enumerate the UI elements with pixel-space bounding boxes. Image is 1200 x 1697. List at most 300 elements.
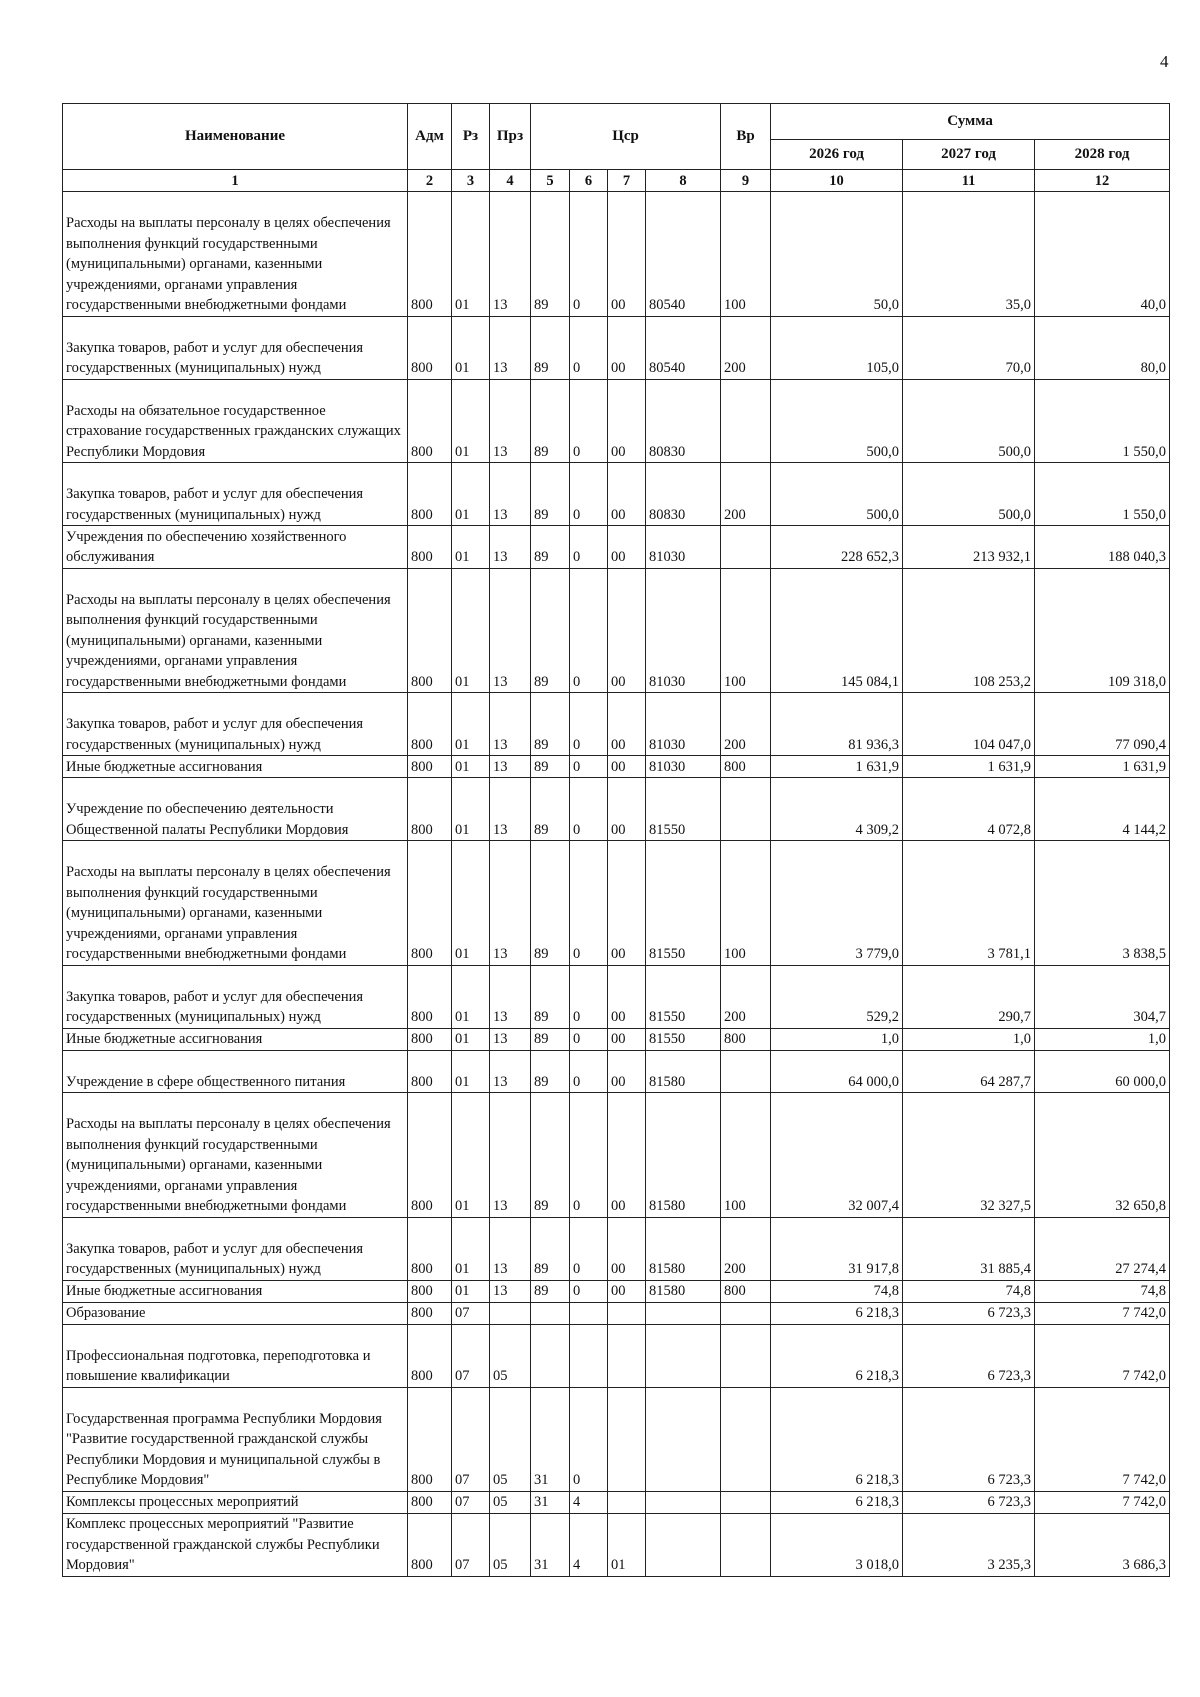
table-row	[63, 693, 1170, 756]
amount-2026: 228 652,3	[771, 526, 903, 569]
csr-part: 89	[531, 192, 570, 317]
vr-code: 200	[721, 463, 771, 526]
row-name: Учреждения по обеспечению хозяйственного обслуживания	[63, 526, 408, 569]
csr-part: 89	[531, 316, 570, 379]
table-row	[63, 1387, 1170, 1491]
rz-code: 07	[452, 1513, 490, 1576]
amount-2027: 6 723,3	[903, 1324, 1035, 1387]
adm-code: 800	[408, 778, 452, 841]
row-name: Закупка товаров, работ и услуг для обеспечения государственных (муниципальных) нужд	[63, 693, 408, 756]
prz-code: 05	[490, 1387, 531, 1491]
adm-code: 800	[408, 379, 452, 463]
csr-part: 0	[570, 1387, 608, 1491]
rz-code: 01	[452, 693, 490, 756]
amount-2028: 60 000,0	[1035, 1050, 1170, 1093]
row-name: Комплекс процессных мероприятий "Развитие государственной гражданской службы Республики Мордовия"	[63, 1513, 408, 1576]
adm-code: 800	[408, 316, 452, 379]
csr-part	[608, 1491, 646, 1513]
amount-2028: 188 040,3	[1035, 526, 1170, 569]
rz-code: 01	[452, 192, 490, 317]
amount-2027: 500,0	[903, 463, 1035, 526]
prz-code: 05	[490, 1491, 531, 1513]
csr-part: 0	[570, 463, 608, 526]
column-index-row	[63, 170, 1170, 192]
csr-part: 31	[531, 1491, 570, 1513]
amount-2028: 1 631,9	[1035, 756, 1170, 778]
csr-part: 00	[608, 1217, 646, 1280]
csr-part	[646, 1491, 721, 1513]
page-number: 4	[1160, 52, 1169, 71]
adm-code: 800	[408, 1028, 452, 1050]
amount-2026: 500,0	[771, 463, 903, 526]
csr-part: 0	[570, 1217, 608, 1280]
csr-part: 00	[608, 316, 646, 379]
csr-part: 89	[531, 526, 570, 569]
column-index: 3	[452, 170, 490, 192]
amount-2027: 108 253,2	[903, 568, 1035, 693]
prz-code: 13	[490, 1028, 531, 1050]
table-row	[63, 1280, 1170, 1302]
amount-2027: 31 885,4	[903, 1217, 1035, 1280]
amount-2026: 3 779,0	[771, 841, 903, 966]
rz-code: 07	[452, 1387, 490, 1491]
vr-code	[721, 379, 771, 463]
csr-part	[531, 1302, 570, 1324]
column-index: 9	[721, 170, 771, 192]
amount-2028: 32 650,8	[1035, 1093, 1170, 1218]
prz-code: 13	[490, 1280, 531, 1302]
adm-code: 800	[408, 1217, 452, 1280]
csr-part: 89	[531, 778, 570, 841]
adm-code: 800	[408, 693, 452, 756]
csr-part: 80540	[646, 316, 721, 379]
amount-2028: 7 742,0	[1035, 1324, 1170, 1387]
amount-2026: 1,0	[771, 1028, 903, 1050]
csr-part: 89	[531, 1217, 570, 1280]
column-index: 5	[531, 170, 570, 192]
column-index: 12	[1035, 170, 1170, 192]
csr-part: 81580	[646, 1280, 721, 1302]
csr-part: 0	[570, 778, 608, 841]
rz-code: 01	[452, 379, 490, 463]
csr-part: 0	[570, 693, 608, 756]
csr-part: 89	[531, 1280, 570, 1302]
table-row	[63, 1324, 1170, 1387]
prz-code: 13	[490, 568, 531, 693]
csr-part: 0	[570, 316, 608, 379]
rz-code: 07	[452, 1302, 490, 1324]
table-row	[63, 463, 1170, 526]
rz-code: 01	[452, 1028, 490, 1050]
adm-code: 800	[408, 841, 452, 966]
table-row	[63, 379, 1170, 463]
csr-part: 81550	[646, 778, 721, 841]
row-name: Профессиональная подготовка, переподготовка и повышение квалификации	[63, 1324, 408, 1387]
prz-code: 13	[490, 192, 531, 317]
column-index: 6	[570, 170, 608, 192]
csr-part: 89	[531, 756, 570, 778]
rz-code: 01	[452, 463, 490, 526]
prz-code: 13	[490, 526, 531, 569]
row-name: Образование	[63, 1302, 408, 1324]
row-name: Закупка товаров, работ и услуг для обеспечения государственных (муниципальных) нужд	[63, 1217, 408, 1280]
header-rz: Рз	[452, 104, 490, 170]
header-vr: Вр	[721, 104, 771, 170]
csr-part: 89	[531, 1028, 570, 1050]
amount-2028: 7 742,0	[1035, 1387, 1170, 1491]
csr-part: 89	[531, 1050, 570, 1093]
rz-code: 07	[452, 1491, 490, 1513]
amount-2028: 109 318,0	[1035, 568, 1170, 693]
csr-part: 0	[570, 568, 608, 693]
rz-code: 01	[452, 841, 490, 966]
amount-2028: 3 838,5	[1035, 841, 1170, 966]
csr-part: 00	[608, 379, 646, 463]
csr-part: 81030	[646, 568, 721, 693]
adm-code: 800	[408, 965, 452, 1028]
amount-2026: 6 218,3	[771, 1324, 903, 1387]
vr-code: 200	[721, 965, 771, 1028]
csr-part: 89	[531, 463, 570, 526]
row-name: Государственная программа Республики Мордовия "Развитие государственной гражданской службы Республики Мордовия и муниципальной службы в Республике Мордовия"	[63, 1387, 408, 1491]
adm-code: 800	[408, 1050, 452, 1093]
vr-code: 800	[721, 756, 771, 778]
row-name: Закупка товаров, работ и услуг для обеспечения государственных (муниципальных) нужд	[63, 463, 408, 526]
csr-part: 81030	[646, 693, 721, 756]
vr-code: 800	[721, 1028, 771, 1050]
table-header	[63, 104, 1170, 170]
adm-code: 800	[408, 568, 452, 693]
vr-code: 100	[721, 192, 771, 317]
rz-code: 01	[452, 568, 490, 693]
adm-code: 800	[408, 1513, 452, 1576]
amount-2026: 64 000,0	[771, 1050, 903, 1093]
amount-2028: 1,0	[1035, 1028, 1170, 1050]
amount-2027: 6 723,3	[903, 1491, 1035, 1513]
rz-code: 01	[452, 526, 490, 569]
csr-part: 81580	[646, 1050, 721, 1093]
rz-code: 01	[452, 965, 490, 1028]
column-index: 10	[771, 170, 903, 192]
amount-2028: 27 274,4	[1035, 1217, 1170, 1280]
prz-code: 13	[490, 778, 531, 841]
column-index: 2	[408, 170, 452, 192]
csr-part: 81550	[646, 841, 721, 966]
table-row	[63, 1513, 1170, 1576]
csr-part: 4	[570, 1513, 608, 1576]
vr-code: 800	[721, 1280, 771, 1302]
csr-part: 00	[608, 841, 646, 966]
header-sum: Сумма	[771, 104, 1170, 140]
amount-2028: 4 144,2	[1035, 778, 1170, 841]
csr-part: 00	[608, 1050, 646, 1093]
amount-2028: 1 550,0	[1035, 463, 1170, 526]
vr-code: 100	[721, 1093, 771, 1218]
amount-2027: 35,0	[903, 192, 1035, 317]
amount-2028: 7 742,0	[1035, 1491, 1170, 1513]
table-row	[63, 841, 1170, 966]
adm-code: 800	[408, 1387, 452, 1491]
csr-part	[646, 1387, 721, 1491]
table-row	[63, 1093, 1170, 1218]
amount-2028: 77 090,4	[1035, 693, 1170, 756]
table-row	[63, 778, 1170, 841]
header-year: 2028 год	[1035, 140, 1170, 170]
amount-2027: 64 287,7	[903, 1050, 1035, 1093]
amount-2026: 3 018,0	[771, 1513, 903, 1576]
amount-2028: 3 686,3	[1035, 1513, 1170, 1576]
amount-2027: 70,0	[903, 316, 1035, 379]
table-row	[63, 526, 1170, 569]
amount-2027: 4 072,8	[903, 778, 1035, 841]
vr-code: 200	[721, 316, 771, 379]
amount-2027: 290,7	[903, 965, 1035, 1028]
table-row	[63, 1302, 1170, 1324]
header-name: Наименование	[63, 104, 408, 170]
csr-part: 00	[608, 1093, 646, 1218]
row-name: Иные бюджетные ассигнования	[63, 1028, 408, 1050]
table-row	[63, 1491, 1170, 1513]
csr-part: 89	[531, 1093, 570, 1218]
prz-code: 13	[490, 1050, 531, 1093]
csr-part: 0	[570, 756, 608, 778]
header-year: 2027 год	[903, 140, 1035, 170]
table-row	[63, 965, 1170, 1028]
csr-part	[608, 1302, 646, 1324]
amount-2027: 1 631,9	[903, 756, 1035, 778]
adm-code: 800	[408, 1324, 452, 1387]
csr-part: 31	[531, 1387, 570, 1491]
rz-code: 01	[452, 1280, 490, 1302]
amount-2028: 7 742,0	[1035, 1302, 1170, 1324]
column-index: 11	[903, 170, 1035, 192]
csr-part: 80830	[646, 379, 721, 463]
table-row	[63, 1028, 1170, 1050]
csr-part: 4	[570, 1491, 608, 1513]
prz-code: 13	[490, 1217, 531, 1280]
csr-part: 89	[531, 568, 570, 693]
amount-2027: 104 047,0	[903, 693, 1035, 756]
rz-code: 07	[452, 1324, 490, 1387]
csr-part: 0	[570, 1280, 608, 1302]
csr-part: 80540	[646, 192, 721, 317]
vr-code: 200	[721, 693, 771, 756]
amount-2027: 32 327,5	[903, 1093, 1035, 1218]
amount-2026: 74,8	[771, 1280, 903, 1302]
prz-code: 05	[490, 1513, 531, 1576]
csr-part: 81580	[646, 1093, 721, 1218]
csr-part: 0	[570, 379, 608, 463]
prz-code: 13	[490, 841, 531, 966]
table-row	[63, 1217, 1170, 1280]
amount-2026: 1 631,9	[771, 756, 903, 778]
csr-part	[608, 1387, 646, 1491]
prz-code	[490, 1302, 531, 1324]
csr-part: 00	[608, 526, 646, 569]
header-adm: Адм	[408, 104, 452, 170]
prz-code: 13	[490, 965, 531, 1028]
amount-2026: 500,0	[771, 379, 903, 463]
vr-code	[721, 1324, 771, 1387]
prz-code: 05	[490, 1324, 531, 1387]
csr-part: 0	[570, 1028, 608, 1050]
csr-part	[570, 1324, 608, 1387]
table-row	[63, 756, 1170, 778]
amount-2028: 74,8	[1035, 1280, 1170, 1302]
csr-part: 00	[608, 693, 646, 756]
csr-part: 0	[570, 965, 608, 1028]
csr-part: 0	[570, 841, 608, 966]
csr-part: 0	[570, 1093, 608, 1218]
rz-code: 01	[452, 316, 490, 379]
adm-code: 800	[408, 192, 452, 317]
adm-code: 800	[408, 526, 452, 569]
prz-code: 13	[490, 693, 531, 756]
row-name: Расходы на выплаты персоналу в целях обеспечения выполнения функций государственными (муниципальными) органами, казенными учреждениями, органами управления государственными внебюджетными фондами	[63, 192, 408, 317]
header-csr: Цср	[531, 104, 721, 170]
rz-code: 01	[452, 1093, 490, 1218]
amount-2027: 500,0	[903, 379, 1035, 463]
amount-2026: 32 007,4	[771, 1093, 903, 1218]
csr-part: 00	[608, 568, 646, 693]
csr-part: 81550	[646, 965, 721, 1028]
rz-code: 01	[452, 1050, 490, 1093]
csr-part: 81030	[646, 756, 721, 778]
row-name: Комплексы процессных мероприятий	[63, 1491, 408, 1513]
vr-code	[721, 1387, 771, 1491]
header-prz: Прз	[490, 104, 531, 170]
amount-2026: 31 917,8	[771, 1217, 903, 1280]
csr-part	[646, 1302, 721, 1324]
row-name: Учреждение в сфере общественного питания	[63, 1050, 408, 1093]
vr-code	[721, 1302, 771, 1324]
row-name: Расходы на выплаты персоналу в целях обеспечения выполнения функций государственными (муниципальными) органами, казенными учреждениями, органами управления государственными внебюджетными фондами	[63, 1093, 408, 1218]
row-name: Закупка товаров, работ и услуг для обеспечения государственных (муниципальных) нужд	[63, 316, 408, 379]
column-index: 4	[490, 170, 531, 192]
row-name: Расходы на выплаты персоналу в целях обеспечения выполнения функций государственными (муниципальными) органами, казенными учреждениями, органами управления государственными внебюджетными фондами	[63, 568, 408, 693]
csr-part: 81030	[646, 526, 721, 569]
column-index: 1	[63, 170, 408, 192]
csr-part: 81550	[646, 1028, 721, 1050]
csr-part: 00	[608, 1028, 646, 1050]
amount-2028: 1 550,0	[1035, 379, 1170, 463]
table-body	[63, 170, 1170, 1577]
adm-code: 800	[408, 1280, 452, 1302]
amount-2026: 6 218,3	[771, 1302, 903, 1324]
csr-part: 89	[531, 693, 570, 756]
row-name: Иные бюджетные ассигнования	[63, 1280, 408, 1302]
amount-2028: 80,0	[1035, 316, 1170, 379]
csr-part: 0	[570, 192, 608, 317]
header-year: 2026 год	[771, 140, 903, 170]
amount-2027: 74,8	[903, 1280, 1035, 1302]
csr-part: 0	[570, 526, 608, 569]
vr-code	[721, 1050, 771, 1093]
adm-code: 800	[408, 756, 452, 778]
amount-2027: 1,0	[903, 1028, 1035, 1050]
vr-code	[721, 526, 771, 569]
prz-code: 13	[490, 316, 531, 379]
amount-2026: 4 309,2	[771, 778, 903, 841]
prz-code: 13	[490, 463, 531, 526]
csr-part: 89	[531, 379, 570, 463]
row-name: Расходы на выплаты персоналу в целях обеспечения выполнения функций государственными (муниципальными) органами, казенными учреждениями, органами управления государственными внебюджетными фондами	[63, 841, 408, 966]
amount-2027: 3 781,1	[903, 841, 1035, 966]
csr-part	[646, 1513, 721, 1576]
vr-code: 100	[721, 568, 771, 693]
csr-part: 89	[531, 841, 570, 966]
amount-2028: 40,0	[1035, 192, 1170, 317]
amount-2026: 50,0	[771, 192, 903, 317]
table-row	[63, 1050, 1170, 1093]
csr-part	[531, 1324, 570, 1387]
row-name: Расходы на обязательное государственное страхование государственных гражданских служащих Республики Мордовия	[63, 379, 408, 463]
amount-2027: 6 723,3	[903, 1302, 1035, 1324]
vr-code	[721, 1491, 771, 1513]
amount-2027: 6 723,3	[903, 1387, 1035, 1491]
adm-code: 800	[408, 463, 452, 526]
csr-part: 00	[608, 192, 646, 317]
rz-code: 01	[452, 778, 490, 841]
prz-code: 13	[490, 1093, 531, 1218]
amount-2026: 6 218,3	[771, 1491, 903, 1513]
table-row	[63, 316, 1170, 379]
vr-code	[721, 1513, 771, 1576]
amount-2028: 304,7	[1035, 965, 1170, 1028]
csr-part: 89	[531, 965, 570, 1028]
csr-part: 00	[608, 1280, 646, 1302]
amount-2026: 145 084,1	[771, 568, 903, 693]
row-name: Учреждение по обеспечению деятельности Общественной палаты Республики Мордовия	[63, 778, 408, 841]
adm-code: 800	[408, 1491, 452, 1513]
table-row	[63, 568, 1170, 693]
vr-code: 100	[721, 841, 771, 966]
csr-part: 01	[608, 1513, 646, 1576]
amount-2027: 3 235,3	[903, 1513, 1035, 1576]
csr-part: 00	[608, 463, 646, 526]
csr-part: 00	[608, 778, 646, 841]
column-index: 8	[646, 170, 721, 192]
vr-code: 200	[721, 1217, 771, 1280]
csr-part: 81580	[646, 1217, 721, 1280]
csr-part: 0	[570, 1050, 608, 1093]
row-name: Закупка товаров, работ и услуг для обеспечения государственных (муниципальных) нужд	[63, 965, 408, 1028]
rz-code: 01	[452, 756, 490, 778]
csr-part	[570, 1302, 608, 1324]
csr-part: 00	[608, 965, 646, 1028]
adm-code: 800	[408, 1302, 452, 1324]
csr-part: 80830	[646, 463, 721, 526]
amount-2026: 6 218,3	[771, 1387, 903, 1491]
prz-code: 13	[490, 379, 531, 463]
amount-2026: 105,0	[771, 316, 903, 379]
vr-code	[721, 778, 771, 841]
budget-table	[62, 103, 1170, 1577]
adm-code: 800	[408, 1093, 452, 1218]
csr-part: 31	[531, 1513, 570, 1576]
row-name: Иные бюджетные ассигнования	[63, 756, 408, 778]
amount-2026: 81 936,3	[771, 693, 903, 756]
prz-code: 13	[490, 756, 531, 778]
amount-2026: 529,2	[771, 965, 903, 1028]
csr-part: 00	[608, 756, 646, 778]
csr-part	[646, 1324, 721, 1387]
rz-code: 01	[452, 1217, 490, 1280]
amount-2027: 213 932,1	[903, 526, 1035, 569]
csr-part	[608, 1324, 646, 1387]
table-row	[63, 192, 1170, 317]
column-index: 7	[608, 170, 646, 192]
